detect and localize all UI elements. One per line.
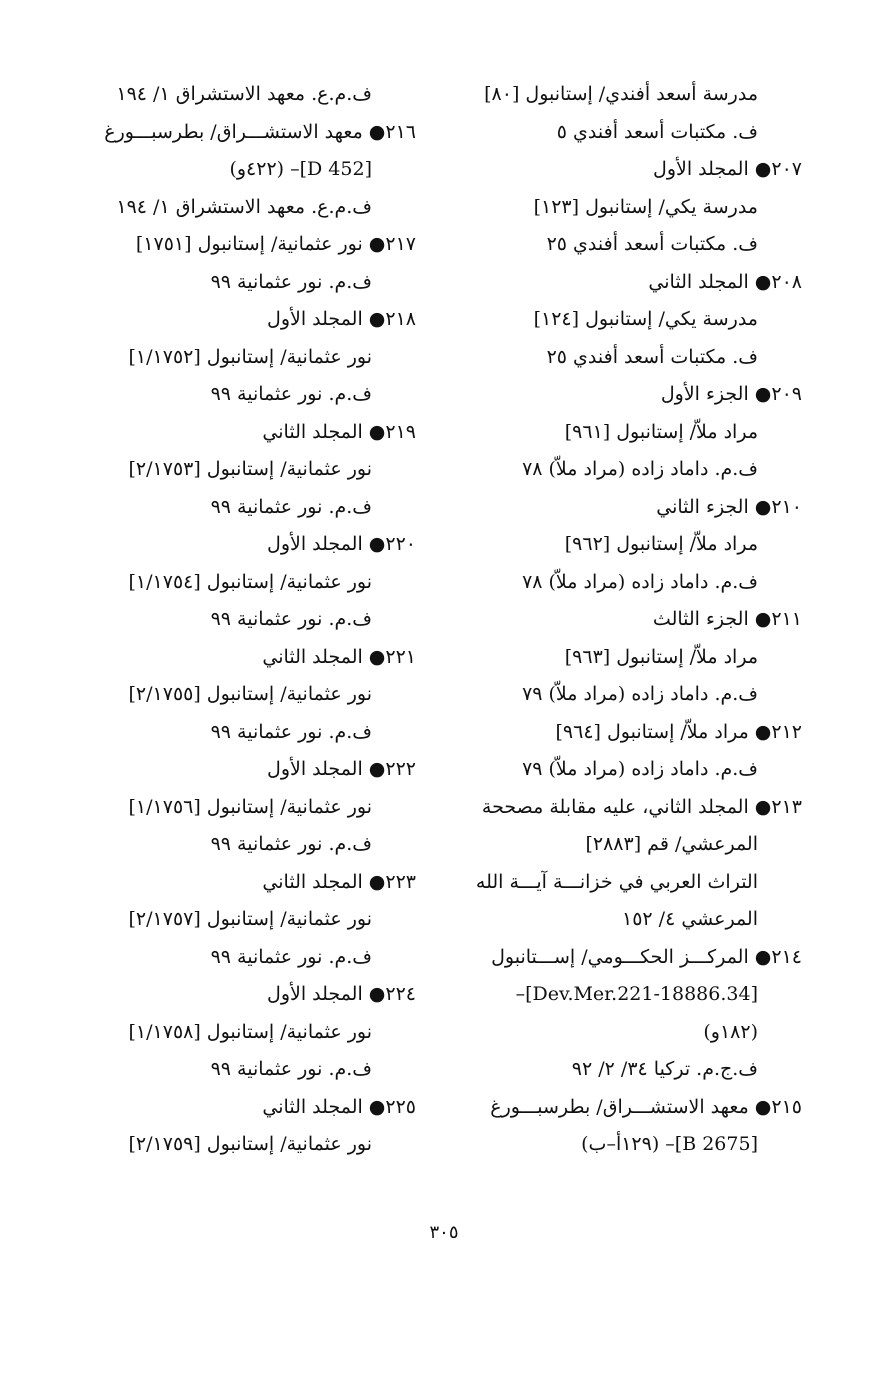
- entry-detail-line: [D 452]– (٤٢٢و): [229, 158, 372, 180]
- entry-detail-line: ف.ج.م. تركيا ٣٤/ ٢/ ٩٢: [571, 1058, 758, 1080]
- entry-detail-line: نور عثمانية/ إستانبول [١/١٧٥٢]: [128, 345, 372, 368]
- entry-heading-line: ٢٢٢● المجلد الأول: [267, 758, 416, 780]
- entry-detail-line: التراث العربي في خزانـــة آيـــة الله: [475, 870, 758, 893]
- entry-detail-line: ف.م. داماد زاده (مراد ملاّ) ٧٨: [522, 458, 758, 480]
- entry-detail-line: ف.م. نور عثمانية ٩٩: [210, 270, 372, 293]
- entry-heading-line: ٢١٠● الجزء الثاني: [656, 495, 802, 518]
- entry-detail-line: مدرسة أسعد أفندي/ إستانبول [٨٠]: [484, 83, 758, 105]
- entry-detail-line: مدرسة يكي/ إستانبول [١٢٤]: [533, 308, 758, 330]
- entry-detail-line: نور عثمانية/ إستانبول [٢/١٧٥٩]: [128, 1133, 372, 1155]
- entry-detail-line: ف. مكتبات أسعد أفندي ٢٥: [546, 233, 758, 255]
- entry-heading-line: ٢٢٤● المجلد الأول: [267, 983, 416, 1005]
- entry-heading-line: ٢٢٥● المجلد الثاني: [262, 1095, 416, 1118]
- entry-heading-line: ٢١٣● المجلد الثاني، عليه مقابلة مصححة: [481, 795, 802, 818]
- entry-detail-line: ف.م. نور عثمانية ٩٩: [210, 383, 372, 405]
- entry-detail-line: ف.م. داماد زاده (مراد ملاّ) ٧٩: [522, 758, 758, 780]
- entry-detail-line: ف.م. نور عثمانية ٩٩: [210, 1058, 372, 1080]
- entry-heading-line: ٢٠٩● الجزء الأول: [660, 383, 802, 405]
- entry-detail-line: ف.م. داماد زاده (مراد ملاّ) ٧٩: [522, 683, 758, 705]
- entry-detail-line: مراد ملاّ/ إستانبول [٩٦١]: [564, 420, 758, 443]
- entry-detail-line: نور عثمانية/ إستانبول [٢/١٧٥٧]: [128, 908, 372, 930]
- entry-detail-line: نور عثمانية/ إستانبول [١/١٧٥٨]: [128, 1020, 372, 1043]
- entry-detail-line: ف.م. نور عثمانية ٩٩: [210, 495, 372, 518]
- entry-heading-line: ٢١١● الجزء الثالث: [652, 608, 802, 630]
- entry-detail-line: ف.م. نور عثمانية ٩٩: [210, 720, 372, 743]
- entry-heading-line: ٢١٦● معهد الاستشـــراق/ بطرسبـــورغ: [104, 120, 416, 143]
- entry-detail-line: (١٨٢و): [703, 1020, 758, 1043]
- entry-detail-line: ف.م. نور عثمانية ٩٩: [210, 945, 372, 968]
- left-column: [66, 76, 416, 1164]
- entry-detail-line: [B 2675]– (١٢٩أ–ب): [581, 1133, 758, 1155]
- entry-heading-line: ٢١٢● مراد ملاّ/ إستانبول [٩٦٤]: [555, 720, 802, 743]
- entry-heading-line: ٢٢١● المجلد الثاني: [262, 645, 416, 668]
- entry-detail-line: مدرسة يكي/ إستانبول [١٢٣]: [533, 195, 758, 218]
- entry-heading-line: ٢١٥● معهد الاستشـــراق/ بطرسبـــورغ: [490, 1095, 802, 1118]
- entry-detail-line: نور عثمانية/ إستانبول [٢/١٧٥٥]: [128, 683, 372, 705]
- entry-heading-line: ٢١٧● نور عثمانية/ إستانبول [١٧٥١]: [135, 233, 416, 255]
- page-number: ٣٠٥: [429, 1222, 459, 1243]
- entry-detail-line: ف.م. نور عثمانية ٩٩: [210, 833, 372, 855]
- entry-detail-line: ف.م. نور عثمانية ٩٩: [210, 608, 372, 630]
- entry-heading-line: ٢٢٣● المجلد الثاني: [262, 870, 416, 893]
- entry-detail-line: ف. مكتبات أسعد أفندي ٥: [556, 120, 758, 143]
- right-column: [452, 76, 802, 1164]
- entry-heading-line: ٢٠٧● المجلد الأول: [653, 158, 802, 180]
- entry-heading-line: ٢١٤● المركـــز الحكـــومي/ إســـتانبول: [491, 945, 802, 968]
- entry-heading-line: ٢٢٠● المجلد الأول: [267, 533, 416, 555]
- entry-detail-line: [34.Dev.Mer.221-18886]–: [515, 983, 758, 1005]
- entry-heading-line: ٢١٨● المجلد الأول: [267, 308, 416, 330]
- entry-detail-line: مراد ملاّ/ إستانبول [٩٦٢]: [564, 533, 758, 555]
- entry-heading-line: ٢١٩● المجلد الثاني: [262, 420, 416, 443]
- entry-detail-line: نور عثمانية/ إستانبول [١/١٧٥٦]: [128, 795, 372, 818]
- entry-detail-line: ف.م.ع. معهد الاستشراق ١/ ١٩٤: [116, 83, 372, 105]
- entry-detail-line: نور عثمانية/ إستانبول [١/١٧٥٤]: [128, 570, 372, 593]
- entry-detail-line: نور عثمانية/ إستانبول [٢/١٧٥٣]: [128, 458, 372, 480]
- entry-detail-line: ف.م. داماد زاده (مراد ملاّ) ٧٨: [522, 570, 758, 593]
- entry-detail-line: ف.م.ع. معهد الاستشراق ١/ ١٩٤: [116, 195, 372, 218]
- entry-detail-line: المرعشي ٤/ ١٥٢: [622, 908, 758, 930]
- entry-detail-line: ف. مكتبات أسعد أفندي ٢٥: [546, 345, 758, 368]
- entry-heading-line: ٢٠٨● المجلد الثاني: [648, 270, 802, 293]
- entry-detail-line: المرعشي/ قم [٢٨٨٣]: [585, 833, 758, 855]
- entry-detail-line: مراد ملاّ/ إستانبول [٩٦٣]: [564, 645, 758, 668]
